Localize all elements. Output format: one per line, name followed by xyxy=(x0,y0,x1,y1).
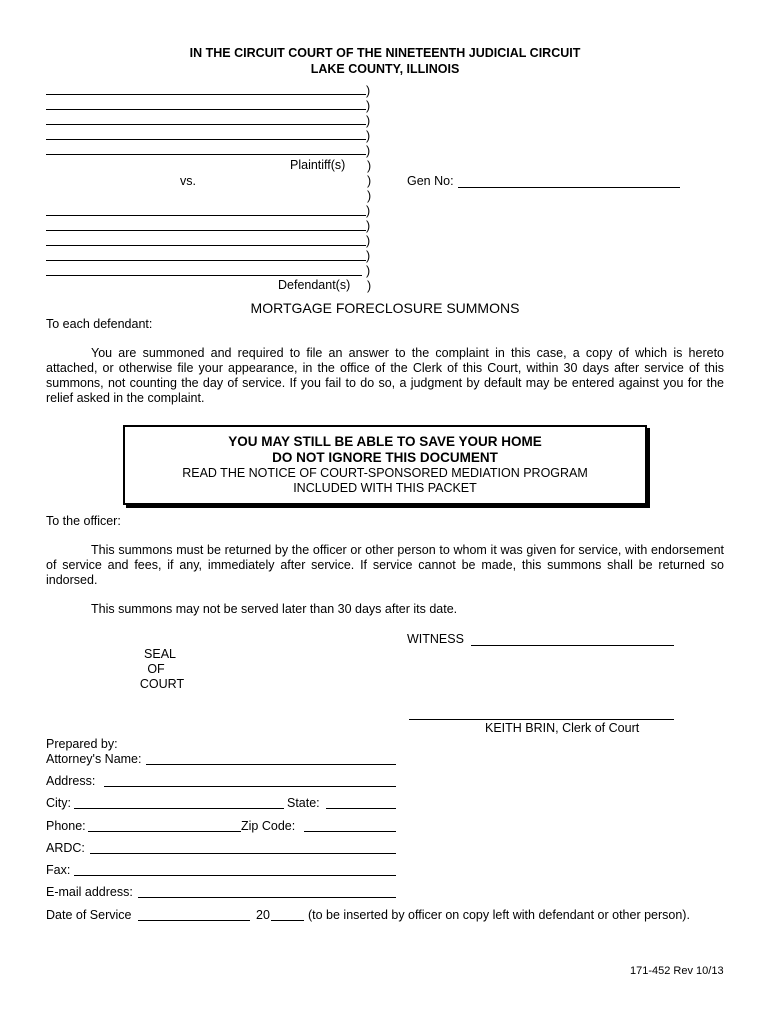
plaintiff-line[interactable] xyxy=(46,94,366,95)
paren: ) xyxy=(366,219,371,233)
paren: ) xyxy=(366,264,371,278)
county-name: LAKE COUNTY, ILLINOIS xyxy=(310,62,460,76)
seal-line: COURT xyxy=(139,677,185,691)
state-label: State: xyxy=(287,796,320,810)
paren: ) xyxy=(366,129,371,143)
paren: ) xyxy=(366,99,371,113)
paren: ) xyxy=(366,204,371,218)
mediation-notice-box xyxy=(123,425,647,505)
service-note: (to be inserted by officer on copy left with defendant or other person). xyxy=(308,908,690,922)
seal-line: SEAL xyxy=(144,647,176,661)
notice-mediation-line: READ THE NOTICE OF COURT-SPONSORED MEDIATION PROGRAM xyxy=(182,466,588,480)
ardc-label: ARDC: xyxy=(46,841,85,855)
defendant-line[interactable] xyxy=(46,230,366,231)
year-field[interactable] xyxy=(271,920,304,921)
witness-signature-field[interactable] xyxy=(471,645,674,646)
form-number: 171-452 Rev 10/13 xyxy=(630,965,724,977)
attorney-name-field[interactable] xyxy=(146,764,396,765)
paren: ) xyxy=(367,279,372,293)
year-prefix: 20 xyxy=(256,908,270,922)
paren: ) xyxy=(367,189,372,203)
phone-label: Phone: xyxy=(46,819,86,833)
address-label: Address: xyxy=(46,774,96,788)
summons-paragraph: You are summoned and required to file an answer to the complaint in this case, a copy of which is hereto attached, or otherwise file your appearance, in the office of the Clerk of this Court, within 30 days after service of this summons, not counting the day of service. If you fail to do so, a judgment by default may be entered against you for the relief asked in the complaint. xyxy=(46,346,724,405)
officer-paragraph: This summons must be returned by the officer or other person to whom it was given for service, with endorsement of service and fees, if any, immediately after service. If service cannot be made, this summons shall be returned so indorsed. xyxy=(46,543,724,587)
defendant-line[interactable] xyxy=(46,260,366,261)
vs-label: vs. xyxy=(180,174,196,188)
attorney-name-label: Attorney's Name: xyxy=(46,752,142,766)
city-field[interactable] xyxy=(74,808,284,809)
ardc-field[interactable] xyxy=(90,853,396,854)
date-of-service-label: Date of Service xyxy=(46,908,132,922)
document-title: MORTGAGE FORECLOSURE SUMMONS xyxy=(250,300,520,316)
defendant-line[interactable] xyxy=(46,275,362,276)
notice-headline: YOU MAY STILL BE ABLE TO SAVE YOUR HOME xyxy=(228,434,542,449)
plaintiff-line[interactable] xyxy=(46,154,366,155)
paren: ) xyxy=(366,114,371,128)
paren: ) xyxy=(366,84,371,98)
seal-line: OF xyxy=(147,662,165,676)
witness-label: WITNESS xyxy=(407,632,464,646)
plaintiff-line[interactable] xyxy=(46,109,366,110)
paren: ) xyxy=(367,174,372,188)
paren: ) xyxy=(366,234,371,248)
paren: ) xyxy=(367,159,372,173)
to-the-officer: To the officer: xyxy=(46,514,121,528)
zip-code-field[interactable] xyxy=(304,831,396,832)
paren: ) xyxy=(366,144,371,158)
defendant-label: Defendant(s) xyxy=(278,278,351,292)
address-field[interactable] xyxy=(104,786,396,787)
fax-field[interactable] xyxy=(74,875,396,876)
court-name: IN THE CIRCUIT COURT OF THE NINETEENTH JUDICIAL CIRCUIT xyxy=(189,46,581,60)
date-of-service-field[interactable] xyxy=(138,920,250,921)
clerk-signature-line[interactable] xyxy=(409,719,674,720)
email-field[interactable] xyxy=(138,897,396,898)
notice-packet-line: INCLUDED WITH THIS PACKET xyxy=(293,481,477,495)
gen-no-field[interactable] xyxy=(458,187,680,188)
phone-field[interactable] xyxy=(88,831,241,832)
clerk-label: KEITH BRIN, Clerk of Court xyxy=(485,721,640,735)
gen-no-label: Gen No: xyxy=(407,174,454,188)
plaintiff-line[interactable] xyxy=(46,124,366,125)
city-label: City: xyxy=(46,796,71,810)
defendant-line[interactable] xyxy=(46,215,366,216)
plaintiff-label: Plaintiff(s) xyxy=(290,158,346,172)
notice-warning: DO NOT IGNORE THIS DOCUMENT xyxy=(272,450,498,465)
defendant-line[interactable] xyxy=(46,245,366,246)
zip-code-label: Zip Code: xyxy=(241,819,296,833)
fax-label: Fax: xyxy=(46,863,71,877)
paren: ) xyxy=(366,249,371,263)
thirty-days-paragraph: This summons may not be served later than 30 days after its date. xyxy=(91,602,458,616)
state-field[interactable] xyxy=(326,808,396,809)
prepared-by-heading: Prepared by: xyxy=(46,737,118,751)
plaintiff-line[interactable] xyxy=(46,139,366,140)
email-label: E-mail address: xyxy=(46,885,133,899)
to-each-defendant: To each defendant: xyxy=(46,317,153,331)
